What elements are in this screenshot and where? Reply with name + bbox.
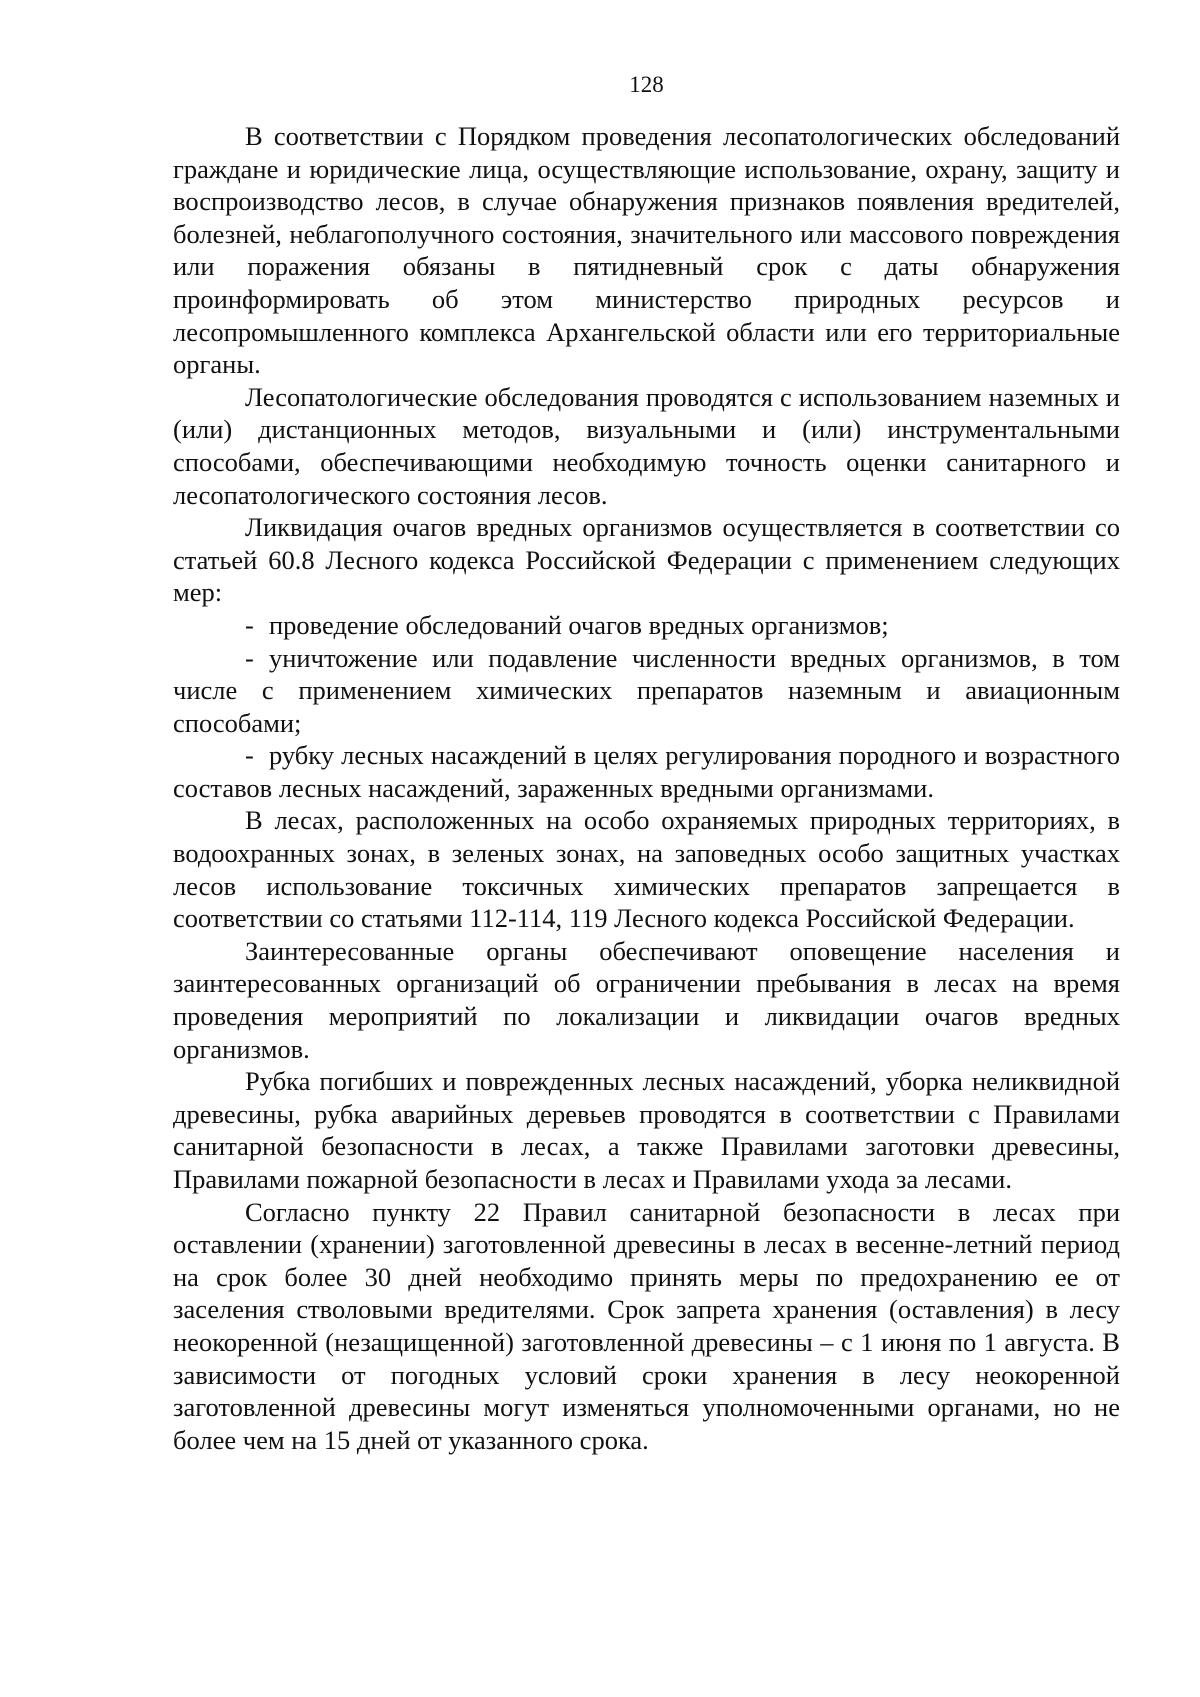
paragraph-public-notification: Заинтересованные органы обеспечивают оповещение населения и заинтересованных организаций об ограничении пребывания в лесах на время проведения мероприятий по локализации и ликвидации очагов вредных организмов. bbox=[173, 935, 1120, 1064]
paragraph-pest-elimination: Ликвидация очагов вредных организмов осуществляется в соответствии со статьей 60.8 Лесного кодекса Российской Федерации с применением следующих мер: bbox=[173, 512, 1120, 608]
list-bullet: - bbox=[245, 740, 254, 771]
list-item-text: проведение обследований очагов вредных организмов; bbox=[269, 609, 889, 640]
list-item-felling bbox=[173, 739, 1120, 804]
paragraph-sanitary-felling: Рубка погибших и поврежденных лесных насаждений, уборка неликвидной древесины, рубка аварийных деревьев проводятся в соответствии с Правилами санитарной безопасности в лесах, а также Правилами заготовки древесины, Правилами пожарной безопасности в лесах и Правилами ухода за лесами. bbox=[173, 1066, 1120, 1194]
paragraph-inspection-duty: В соответствии с Порядком проведения лесопатологических обследований граждане и юридические лица, осуществляющие использование, охрану, защиту и воспроизводство лесов, в случае обнаружения признаков появления вредителей, болезней, неблагополучного состояния, значительного или массового повреждения или поражения обязаны в пятидневный срок с даты обнаружения проинформировать об этом министерство природных ресурсов и лесопромышленного комплекса Архангельской области или его территориальные органы. bbox=[173, 121, 1120, 380]
list-item-inspection bbox=[173, 609, 1120, 642]
paragraph-inspection-methods: Лесопатологические обследования проводятся с использованием наземных и (или) дистанционных методов, визуальными и (или) инструментальными способами, обеспечивающими необходимую точность оценки санитарного и лесопатологического состояния лесов. bbox=[173, 381, 1120, 510]
document-body bbox=[173, 120, 1120, 1456]
list-bullet: - bbox=[245, 642, 254, 673]
list-item-text: уничтожение или подавление численности вредных организмов, в том числе с применением химических препаратов наземным и авиационным способами; bbox=[173, 642, 1120, 738]
paragraph-protected-areas: В лесах, расположенных на особо охраняемых природных территориях, в водоохранных зонах, в зеленых зонах, на заповедных особо защитных участках лесов использование токсичных химических препаратов запрещается в соответствии со статьями 112-114, 119 Лесного кодекса Российской Федерации. bbox=[173, 805, 1120, 934]
paragraph-timber-storage: Согласно пункту 22 Правил санитарной безопасности в лесах при оставлении (хранении) заготовленной древесины в лесах в весенне-летний период на срок более 30 дней необходимо принять меры по предохранению ее от заселения стволовыми вредителями. Срок запрета хранения (оставления) в лесу неокоренной (незащищенной) заготовленной древесины – с 1 июня по 1 августа. В зависимости от погодных условий сроки хранения в лесу неокоренной заготовленной древесины могут изменяться уполномоченными органами, но не более чем на 15 дней от указанного срока. bbox=[173, 1196, 1120, 1455]
page-number: 128 bbox=[629, 72, 664, 97]
list-item-suppression bbox=[173, 642, 1120, 740]
list-bullet: - bbox=[245, 609, 254, 640]
list-item-text: рубку лесных насаждений в целях регулирования породного и возрастного составов лесных насаждений, зараженных вредными организмами. bbox=[173, 740, 1120, 803]
